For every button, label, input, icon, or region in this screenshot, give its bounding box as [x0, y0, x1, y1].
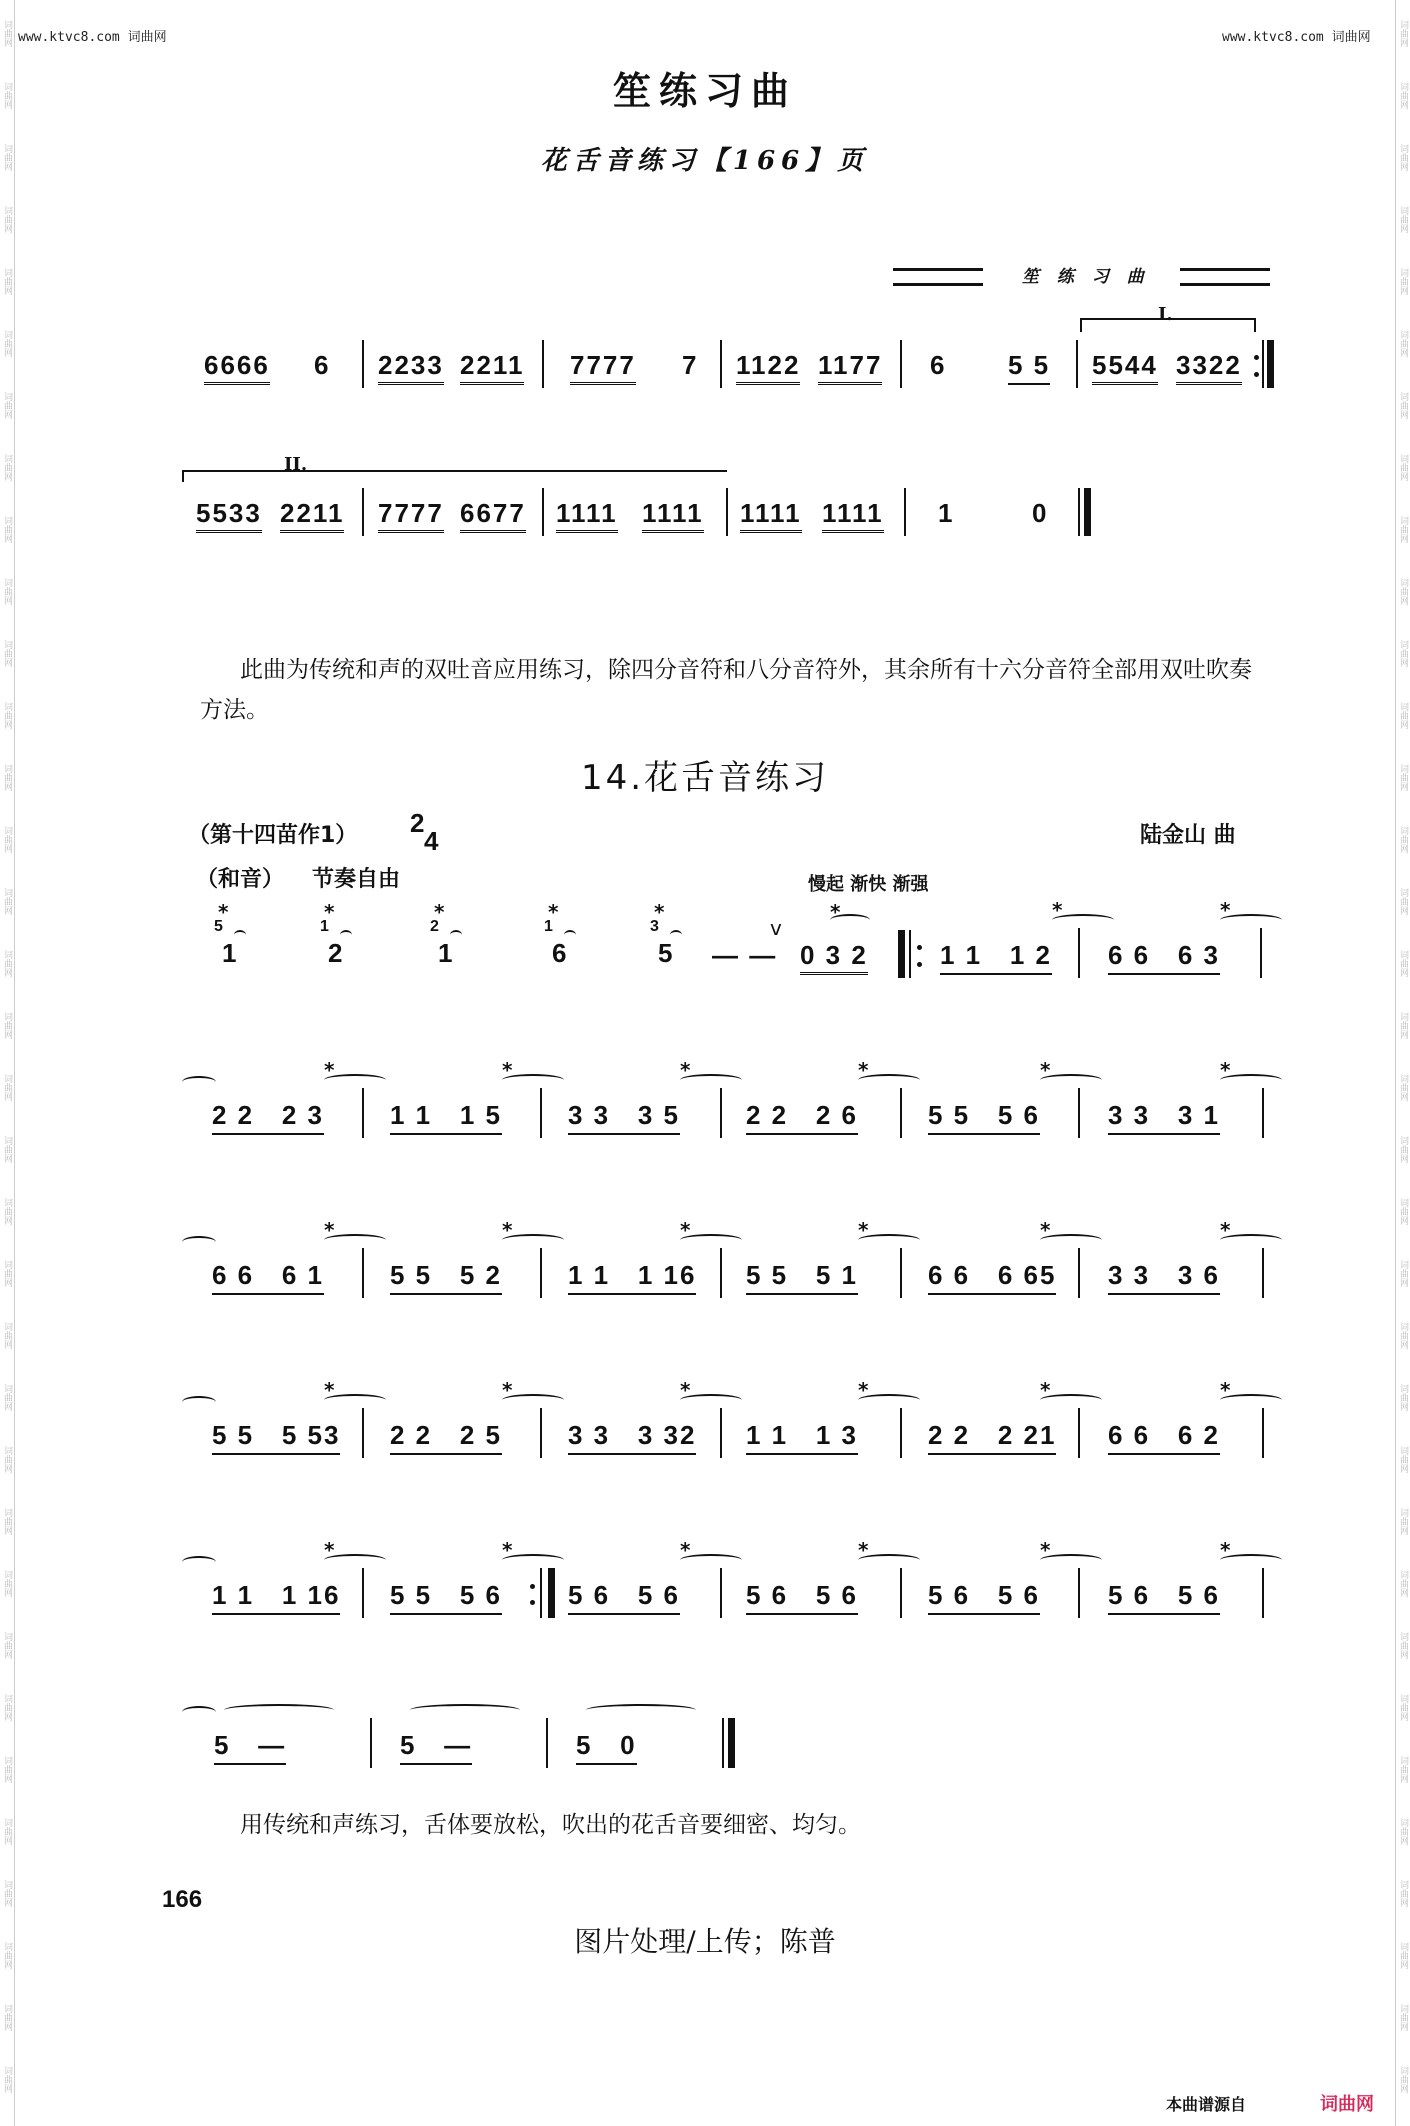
note-group: 1111	[642, 498, 704, 533]
left-watermark-strip	[0, 0, 15, 2126]
note-group: 7777	[570, 350, 636, 385]
side-watermark-text: 词曲网	[1398, 2066, 1408, 2093]
star-mark: *	[324, 1218, 335, 1242]
repeat-start-bar	[898, 930, 905, 978]
side-watermark-text: 词曲网	[2, 516, 12, 543]
barline	[1262, 1568, 1264, 1618]
measure: 5 6 5 6	[928, 1580, 1040, 1615]
star-mark: *	[434, 900, 445, 924]
side-watermark-text: 词曲网	[1398, 1136, 1408, 1163]
book-header-label: 笙 练 习 曲	[1022, 267, 1150, 287]
repeat-end-bar	[548, 1568, 555, 1618]
watermark-left: www.ktvc8.com 词曲网	[18, 30, 167, 45]
volta-bracket-1-hook	[1080, 318, 1082, 332]
volta-label-2: II.	[284, 454, 308, 475]
side-watermark-text: 词曲网	[1398, 1818, 1408, 1845]
side-watermark-text: 词曲网	[2, 1012, 12, 1039]
page-subtitle: 花舌音练习【166】页	[540, 146, 870, 176]
barline	[540, 1088, 542, 1138]
time-signature-numerator: 2	[410, 808, 427, 838]
note-group: 2211	[280, 498, 344, 533]
measure: 2 2 2 6	[746, 1100, 858, 1135]
barline	[542, 340, 544, 388]
side-watermark-text: 词曲网	[2, 2004, 12, 2031]
chord-note: 6	[552, 938, 569, 968]
chord-note: 2	[328, 938, 345, 968]
tie-mark	[1220, 1234, 1282, 1246]
final-barline	[1084, 488, 1091, 536]
barline	[720, 1408, 722, 1458]
tie-mark	[1040, 1554, 1102, 1566]
side-watermark-text: 词曲网	[1398, 1446, 1408, 1473]
side-watermark-text: 词曲网	[1398, 206, 1408, 233]
tie-mark	[858, 1394, 920, 1406]
chord-top-note: 5	[214, 918, 225, 935]
star-mark: *	[1220, 1058, 1231, 1082]
side-watermark-text: 词曲网	[2, 330, 12, 357]
side-watermark-text: 词曲网	[1398, 1322, 1408, 1349]
side-watermark-text: 词曲网	[2, 1198, 12, 1225]
tempo-marking: 节奏自由	[312, 867, 401, 892]
expression-marking: 慢起 渐快 渐强	[808, 874, 929, 895]
tie-mark	[680, 1394, 742, 1406]
barline	[370, 1718, 372, 1768]
side-watermark-text: 词曲网	[1398, 1074, 1408, 1101]
measure: 3 3 3 6	[1108, 1260, 1220, 1295]
note-group: 6677	[460, 498, 526, 533]
fermata	[670, 930, 682, 940]
chord-top-note: 3	[650, 918, 661, 935]
side-watermark-text: 词曲网	[2, 1570, 12, 1597]
star-mark: *	[548, 900, 559, 924]
tie-mark	[858, 1554, 920, 1566]
measure: 6 6 6 3	[1108, 940, 1220, 975]
tie-mark	[830, 914, 870, 926]
star-mark: *	[1052, 898, 1063, 922]
repeat-dot	[1254, 355, 1259, 360]
barline	[362, 1568, 364, 1618]
measure: 5 5 5 6	[928, 1100, 1040, 1135]
barline	[722, 1718, 724, 1768]
measure: 5 6 5 6	[1108, 1580, 1220, 1615]
side-watermark-text: 词曲网	[1398, 454, 1408, 481]
star-mark: *	[858, 1058, 869, 1082]
repeat-dot	[1254, 372, 1259, 377]
side-watermark-text: 词曲网	[2, 1384, 12, 1411]
note-group: 1	[938, 498, 955, 528]
measure: 3 3 3 1	[1108, 1100, 1220, 1135]
barline	[1078, 488, 1080, 536]
side-watermark-text: 词曲网	[2, 1446, 12, 1473]
volta-label-1: I.	[1158, 304, 1173, 325]
star-mark: *	[324, 900, 335, 924]
barline	[1076, 340, 1078, 388]
fermata	[450, 930, 462, 940]
barline	[900, 340, 902, 388]
barline	[720, 1248, 722, 1298]
piece-title: 14.花舌音练习	[580, 758, 830, 798]
note-group: 6	[314, 350, 331, 380]
side-watermark-text: 词曲网	[1398, 888, 1408, 915]
barline	[726, 488, 728, 536]
star-mark: *	[502, 1058, 513, 1082]
composer: 陆金山 曲	[1140, 823, 1236, 848]
star-mark: *	[1040, 1058, 1051, 1082]
final-barline	[728, 1718, 735, 1768]
side-watermark-text: 词曲网	[2, 1508, 12, 1535]
note-group: 2211	[460, 350, 524, 385]
tie-mark	[1040, 1394, 1102, 1406]
barline	[720, 340, 722, 388]
note-group: 1111	[740, 498, 802, 533]
star-mark: *	[858, 1538, 869, 1562]
star-mark: *	[324, 1378, 335, 1402]
pickup-notes: 0 3 2	[800, 940, 868, 975]
page-title: 笙练习曲	[612, 68, 797, 113]
barline	[1262, 340, 1264, 388]
side-watermark-text: 词曲网	[2, 1322, 12, 1349]
barline	[900, 1408, 902, 1458]
barline	[1078, 928, 1080, 978]
side-watermark-text: 词曲网	[2, 1632, 12, 1659]
star-mark: *	[680, 1058, 691, 1082]
volta-bracket-1-hook	[1254, 318, 1256, 332]
tie-mark	[680, 1074, 742, 1086]
side-watermark-text: 词曲网	[2, 888, 12, 915]
star-mark: *	[1220, 898, 1231, 922]
tie-continuation	[182, 1706, 216, 1718]
side-watermark-text: 词曲网	[1398, 1260, 1408, 1287]
star-mark: *	[218, 900, 229, 924]
measure: 5 6 5 6	[568, 1580, 680, 1615]
star-mark: *	[830, 900, 841, 924]
barline	[904, 488, 906, 536]
measure: 6 6 6 1	[212, 1260, 324, 1295]
tie-mark	[1220, 1554, 1282, 1566]
piece-info: （第十四苗作1）	[188, 823, 358, 848]
barline	[900, 1248, 902, 1298]
side-watermark-text: 词曲网	[2, 1756, 12, 1783]
side-watermark-text: 词曲网	[1398, 578, 1408, 605]
measure: 5 0	[576, 1730, 637, 1765]
side-watermark-text: 词曲网	[2, 20, 12, 47]
barline	[1262, 1248, 1264, 1298]
star-mark: *	[1040, 1218, 1051, 1242]
side-watermark-text: 词曲网	[1398, 1198, 1408, 1225]
side-watermark-text: 词曲网	[1398, 702, 1408, 729]
star-mark: *	[324, 1538, 335, 1562]
measure: 2 2 2 3	[212, 1100, 324, 1135]
barline	[362, 1088, 364, 1138]
side-watermark-text: 词曲网	[2, 826, 12, 853]
star-mark: *	[680, 1378, 691, 1402]
chord-top-note: 1	[320, 918, 331, 935]
barline	[720, 1568, 722, 1618]
repeat-dot	[917, 962, 922, 967]
note-group: 5533	[196, 498, 262, 533]
measure: 5 —	[400, 1730, 472, 1765]
star-mark: *	[680, 1218, 691, 1242]
side-watermark-text: 词曲网	[2, 144, 12, 171]
tie-mark	[1040, 1234, 1102, 1246]
measure: 2 2 2 21	[928, 1420, 1056, 1455]
fermata	[234, 930, 246, 940]
side-watermark-text: 词曲网	[2, 454, 12, 481]
barline	[900, 1568, 902, 1618]
note-group: 1111	[822, 498, 884, 533]
fermata	[564, 930, 576, 940]
side-watermark-text: 词曲网	[1398, 1756, 1408, 1783]
side-watermark-text: 词曲网	[1398, 950, 1408, 977]
side-watermark-text: 词曲网	[1398, 826, 1408, 853]
side-watermark-text: 词曲网	[2, 1694, 12, 1721]
intro-rest: — —	[712, 940, 778, 970]
side-watermark-text: 词曲网	[1398, 764, 1408, 791]
side-watermark-text: 词曲网	[1398, 268, 1408, 295]
side-watermark-text: 词曲网	[1398, 1012, 1408, 1039]
tie-mark	[324, 1394, 386, 1406]
note-group: 3322	[1176, 350, 1242, 385]
side-watermark-text: 词曲网	[2, 950, 12, 977]
barline	[362, 1248, 364, 1298]
right-watermark-strip	[1395, 0, 1410, 2126]
star-mark: *	[502, 1378, 513, 1402]
tie-mark	[324, 1234, 386, 1246]
chord-top-note: 1	[544, 918, 555, 935]
harmony-label: （和音）	[196, 867, 285, 892]
side-watermark-text: 词曲网	[1398, 2004, 1408, 2031]
star-mark: *	[1040, 1538, 1051, 1562]
tie-mark	[1220, 1074, 1282, 1086]
tie-mark	[858, 1074, 920, 1086]
barline	[900, 1088, 902, 1138]
measure: 5 —	[214, 1730, 286, 1765]
measure: 1 1 1 3	[746, 1420, 858, 1455]
side-watermark-text: 词曲网	[1398, 1508, 1408, 1535]
tie-mark	[586, 1704, 696, 1716]
side-watermark-text: 词曲网	[2, 1818, 12, 1845]
barline	[362, 340, 364, 388]
side-watermark-text: 词曲网	[2, 702, 12, 729]
star-mark: *	[1040, 1378, 1051, 1402]
side-watermark-text: 词曲网	[1398, 1570, 1408, 1597]
measure: 2 2 2 5	[390, 1420, 502, 1455]
upload-credit: 图片处理/上传；陈普	[574, 1925, 836, 1958]
measure: 1 1 1 16	[568, 1260, 696, 1295]
barline	[362, 488, 364, 536]
measure: 6 6 6 65	[928, 1260, 1056, 1295]
side-watermark-text: 词曲网	[1398, 330, 1408, 357]
tie-mark	[502, 1394, 564, 1406]
repeat-dot	[530, 1600, 535, 1605]
side-watermark-text: 词曲网	[1398, 392, 1408, 419]
side-watermark-text: 词曲网	[1398, 1942, 1408, 1969]
tie-mark	[680, 1234, 742, 1246]
star-mark: *	[1220, 1218, 1231, 1242]
barline	[1260, 928, 1262, 978]
tie-continuation	[182, 1076, 216, 1088]
repeat-dot	[917, 945, 922, 950]
header-rule-right	[1180, 268, 1270, 286]
side-watermark-text: 词曲网	[1398, 144, 1408, 171]
side-watermark-text: 词曲网	[1398, 1632, 1408, 1659]
measure: 5 5 5 1	[746, 1260, 858, 1295]
barline	[540, 1248, 542, 1298]
measure: 5 6 5 6	[746, 1580, 858, 1615]
tie-continuation	[182, 1396, 216, 1408]
final-barline	[1267, 340, 1274, 388]
tie-mark	[502, 1554, 564, 1566]
barline	[720, 1088, 722, 1138]
volta-bracket-2-hook	[182, 470, 184, 482]
footer-site-link[interactable]: 词曲网	[1320, 2094, 1374, 2115]
note-group: 1111	[556, 498, 618, 533]
measure: 3 3 3 5	[568, 1100, 680, 1135]
side-watermark-text: 词曲网	[1398, 82, 1408, 109]
star-mark: *	[858, 1378, 869, 1402]
note-group: 7	[682, 350, 699, 380]
note-group: 2233	[378, 350, 444, 385]
barline	[1078, 1248, 1080, 1298]
side-watermark-text: 词曲网	[2, 2066, 12, 2093]
side-watermark-text: 词曲网	[2, 206, 12, 233]
watermark-right: www.ktvc8.com 词曲网	[1222, 30, 1371, 45]
barline	[546, 1718, 548, 1768]
practice-note-2: 用传统和声练习，舌体要放松，吹出的花舌音要细密、均匀。	[240, 1812, 861, 1838]
star-mark: *	[1220, 1538, 1231, 1562]
side-watermark-text: 词曲网	[2, 1880, 12, 1907]
tie-mark	[324, 1074, 386, 1086]
measure: 1 1 1 2	[940, 940, 1052, 975]
note-group: 5 5	[1008, 350, 1050, 385]
side-watermark-text: 词曲网	[1398, 1384, 1408, 1411]
star-mark: *	[324, 1058, 335, 1082]
side-watermark-text: 词曲网	[2, 268, 12, 295]
side-watermark-text: 词曲网	[1398, 1694, 1408, 1721]
page-number: 166	[162, 1886, 203, 1913]
side-watermark-text: 词曲网	[2, 640, 12, 667]
barline	[540, 1568, 542, 1618]
tie-mark	[1052, 914, 1114, 926]
barline	[542, 488, 544, 536]
side-watermark-text: 词曲网	[2, 392, 12, 419]
measure: 3 3 3 32	[568, 1420, 696, 1455]
side-watermark-text: 词曲网	[2, 578, 12, 605]
side-watermark-text: 词曲网	[2, 1136, 12, 1163]
tie-mark	[224, 1704, 334, 1716]
note-group: 6	[930, 350, 947, 380]
side-watermark-text: 词曲网	[2, 82, 12, 109]
measure: 6 6 6 2	[1108, 1420, 1220, 1455]
star-mark: *	[1220, 1378, 1231, 1402]
side-watermark-text: 词曲网	[2, 764, 12, 791]
chord-note: 5	[658, 938, 675, 968]
barline	[1078, 1088, 1080, 1138]
chord-note: 1	[438, 938, 455, 968]
repeat-start-thin-bar	[909, 930, 911, 978]
tie-mark	[410, 1704, 520, 1716]
side-watermark-text: 词曲网	[1398, 20, 1408, 47]
note-group: 0	[1032, 498, 1049, 528]
measure: 5 5 5 6	[390, 1580, 502, 1615]
star-mark: *	[680, 1538, 691, 1562]
tie-mark	[680, 1554, 742, 1566]
barline	[1262, 1088, 1264, 1138]
time-signature-denominator: 4	[424, 826, 441, 856]
barline	[1078, 1568, 1080, 1618]
side-watermark-text: 词曲网	[2, 1260, 12, 1287]
side-watermark-text: 词曲网	[2, 1942, 12, 1969]
breath-mark: v	[770, 916, 782, 940]
barline	[1262, 1408, 1264, 1458]
header-rule-left	[893, 268, 983, 286]
star-mark: *	[502, 1538, 513, 1562]
chord-note: 1	[222, 938, 239, 968]
fermata	[340, 930, 352, 940]
repeat-dot	[530, 1584, 535, 1589]
side-watermark-text: 词曲网	[1398, 1880, 1408, 1907]
tie-mark	[324, 1554, 386, 1566]
star-mark: *	[654, 900, 665, 924]
barline	[1078, 1408, 1080, 1458]
tie-continuation	[182, 1236, 216, 1248]
tie-mark	[1040, 1074, 1102, 1086]
footer-source: 本曲谱源自	[1166, 2095, 1247, 2114]
star-mark: *	[858, 1218, 869, 1242]
tie-mark	[1220, 1394, 1282, 1406]
barline	[540, 1408, 542, 1458]
tie-mark	[502, 1234, 564, 1246]
tie-mark	[1220, 914, 1282, 926]
chord-top-note: 2	[430, 918, 441, 935]
volta-bracket-2	[182, 470, 727, 472]
side-watermark-text: 词曲网	[2, 1074, 12, 1101]
practice-note-1: 此曲为传统和声的双吐音应用练习，除四分音符和八分音符外，其余所有十六分音符全部用双吐吹奏方法。	[200, 657, 1252, 723]
measure: 5 5 5 2	[390, 1260, 502, 1295]
barline	[362, 1408, 364, 1458]
note-group: 1122	[736, 350, 800, 385]
measure: 5 5 5 53	[212, 1420, 340, 1455]
tie-continuation	[182, 1556, 216, 1568]
note-group: 7777	[378, 498, 444, 533]
note-group: 1177	[818, 350, 882, 385]
tie-mark	[858, 1234, 920, 1246]
side-watermark-text: 词曲网	[1398, 516, 1408, 543]
note-group: 6666	[204, 350, 270, 385]
measure: 1 1 1 16	[212, 1580, 340, 1615]
star-mark: *	[502, 1218, 513, 1242]
note-group: 5544	[1092, 350, 1158, 385]
tie-mark	[502, 1074, 564, 1086]
measure: 1 1 1 5	[390, 1100, 502, 1135]
side-watermark-text: 词曲网	[1398, 640, 1408, 667]
